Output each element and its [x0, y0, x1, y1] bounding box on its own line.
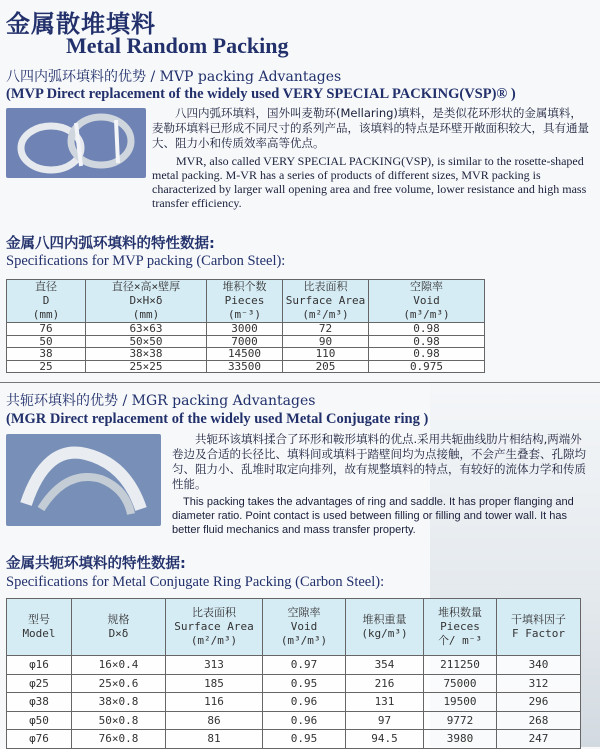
table-cell: 312 — [497, 674, 581, 693]
table-cell: 116 — [166, 693, 263, 712]
column-header: 空隙率 Void (m³/m³) — [369, 280, 485, 323]
mgr-ring-image — [6, 434, 161, 526]
table-cell: 211250 — [424, 656, 497, 675]
column-header: 规格 D×δ — [72, 599, 166, 656]
table-cell: φ50 — [7, 711, 72, 730]
table-cell: 296 — [497, 693, 581, 712]
table-cell: 3000 — [207, 323, 283, 336]
table-cell: 110 — [283, 348, 369, 361]
mvp-subheading: (MVP Direct replacement of the widely used VERY SPECIAL PACKING(VSP)® ) — [6, 86, 516, 102]
column-header: 堆积个数 Pieces (m⁻³) — [207, 280, 283, 323]
table-row — [7, 730, 581, 749]
table-cell: 50×0.8 — [72, 711, 166, 730]
table-cell: 216 — [346, 674, 424, 693]
table-cell: 3980 — [424, 730, 497, 749]
mgr-spec-en: Specifications for Metal Conjugate Ring Packing (Carbon Steel): — [6, 574, 385, 590]
column-header: 比表面积 Surface Area (m²/m³) — [283, 280, 369, 323]
column-header: 直径×高×壁厚 D×H×δ (mm) — [86, 280, 207, 323]
table-cell: φ16 — [7, 656, 72, 675]
mvp-heading: 八四内弧环填料的优势 / MVP packing Advantages — [6, 69, 342, 85]
table-cell: 185 — [166, 674, 263, 693]
mvp-spec-cn: 金属八四内弧环填料的特性数据: — [6, 236, 215, 252]
table-row — [7, 360, 485, 373]
table-cell: 38×38 — [86, 348, 207, 361]
table-cell: 50 — [7, 335, 86, 348]
table-row — [7, 674, 581, 693]
table-cell: 16×0.4 — [72, 656, 166, 675]
mvp-para-en: MVR, also called VERY SPECIAL PACKING(VSP), is similar to the rosette-shaped metal packing. M-VR has a series of products of different sizes, MVR packing is characterized by larger wall opening area and free volume, lower resistance and high mass transfer efficiency. — [152, 154, 587, 210]
section-divider — [0, 382, 600, 383]
table-cell: φ76 — [7, 730, 72, 749]
column-header: 直径 D (mm) — [7, 280, 86, 323]
mvp-spec-en: Specifications for MVP packing (Carbon Steel): — [6, 253, 286, 269]
table-cell: 76×0.8 — [72, 730, 166, 749]
column-header: 型号 Model — [7, 599, 72, 656]
table-row — [7, 693, 581, 712]
table-cell: φ38 — [7, 693, 72, 712]
table-cell: 75000 — [424, 674, 497, 693]
table-cell: φ25 — [7, 674, 72, 693]
column-header: 空隙率 Void (m³/m³) — [263, 599, 346, 656]
table-row — [7, 335, 485, 348]
table-cell: 0.96 — [263, 711, 346, 730]
title-cn: 金属散堆填料 — [6, 10, 156, 38]
table-cell: 247 — [497, 730, 581, 749]
table-cell: 7000 — [207, 335, 283, 348]
table-cell: 50×50 — [86, 335, 207, 348]
mgr-description — [172, 432, 592, 537]
table-cell: 72 — [283, 323, 369, 336]
table-cell: 0.97 — [263, 656, 346, 675]
table-cell: 38×0.8 — [72, 693, 166, 712]
table-cell: 25 — [7, 360, 86, 373]
table-cell: 38 — [7, 348, 86, 361]
table-cell: 94.5 — [346, 730, 424, 749]
mvp-description — [152, 106, 592, 210]
mvp-para-cn: 八四内弧环填料，国外叫麦勒环(Mellaring)填料，是类似花环形状的金属填料，麦勒环填料已形成不同尺寸的系列产品，该填料的特点是环壁开敞面积较大，具有通量大、阻力小和传质效率高等优点。 — [152, 106, 589, 150]
table-cell: 14500 — [207, 348, 283, 361]
column-header: 干填料因子 F Factor — [497, 599, 581, 656]
table-cell: 76 — [7, 323, 86, 336]
table-cell: 0.98 — [369, 335, 485, 348]
table-row — [7, 711, 581, 730]
table-cell: 0.975 — [369, 360, 485, 373]
table-row — [7, 656, 581, 675]
mgr-spec-table — [6, 598, 581, 749]
table-cell: 0.95 — [263, 674, 346, 693]
table-row — [7, 348, 485, 361]
table-cell: 340 — [497, 656, 581, 675]
mgr-subheading: (MGR Direct replacement of the widely used Metal Conjugate ring ) — [6, 411, 429, 427]
table-cell: 0.95 — [263, 730, 346, 749]
column-header: 堆积数量 Pieces 个/ m⁻³ — [424, 599, 497, 656]
column-header: 比表面积 Surface Area (m²/m³) — [166, 599, 263, 656]
table-row — [7, 323, 485, 336]
mgr-spec-cn: 金属共轭环填料的特性数据: — [6, 556, 186, 572]
table-cell: 131 — [346, 693, 424, 712]
mgr-para-cn: 共轭环该填料揉合了环形和鞍形填料的优点.采用共轭曲线肋片相结构,两端外卷边及合适的长径比、填料间或填料于踏壁间均为点接触，不会产生叠套、孔隙均匀、阻力小、乱堆时取定向排列，故有规整填料的特点，有较好的流体力学和传质性能。 — [172, 432, 586, 491]
table-cell: 0.98 — [369, 323, 485, 336]
title-en: Metal Random Packing — [66, 33, 289, 58]
table-cell: 0.96 — [263, 693, 346, 712]
mvp-ring-image — [6, 108, 146, 178]
mgr-heading: 共轭环填料的优势 / MGR packing Advantages — [6, 393, 316, 409]
table-cell: 97 — [346, 711, 424, 730]
table-cell: 33500 — [207, 360, 283, 373]
mgr-para-en: This packing takes the advantages of ring and saddle. It has proper flanging and diameter ratio. Point contact is used between filling or filling and tower wall. It has better fluid mechanics and mass transfer property. — [172, 496, 574, 536]
table-cell: 25×0.6 — [72, 674, 166, 693]
column-header: 堆积重量 (kg/m³) — [346, 599, 424, 656]
table-cell: 205 — [283, 360, 369, 373]
table-cell: 86 — [166, 711, 263, 730]
mvp-spec-table — [6, 279, 485, 373]
table-cell: 63×63 — [86, 323, 207, 336]
table-cell: 25×25 — [86, 360, 207, 373]
table-cell: 9772 — [424, 711, 497, 730]
table-cell: 313 — [166, 656, 263, 675]
table-cell: 0.98 — [369, 348, 485, 361]
table-cell: 19500 — [424, 693, 497, 712]
table-cell: 354 — [346, 656, 424, 675]
table-cell: 90 — [283, 335, 369, 348]
table-cell: 268 — [497, 711, 581, 730]
table-cell: 81 — [166, 730, 263, 749]
